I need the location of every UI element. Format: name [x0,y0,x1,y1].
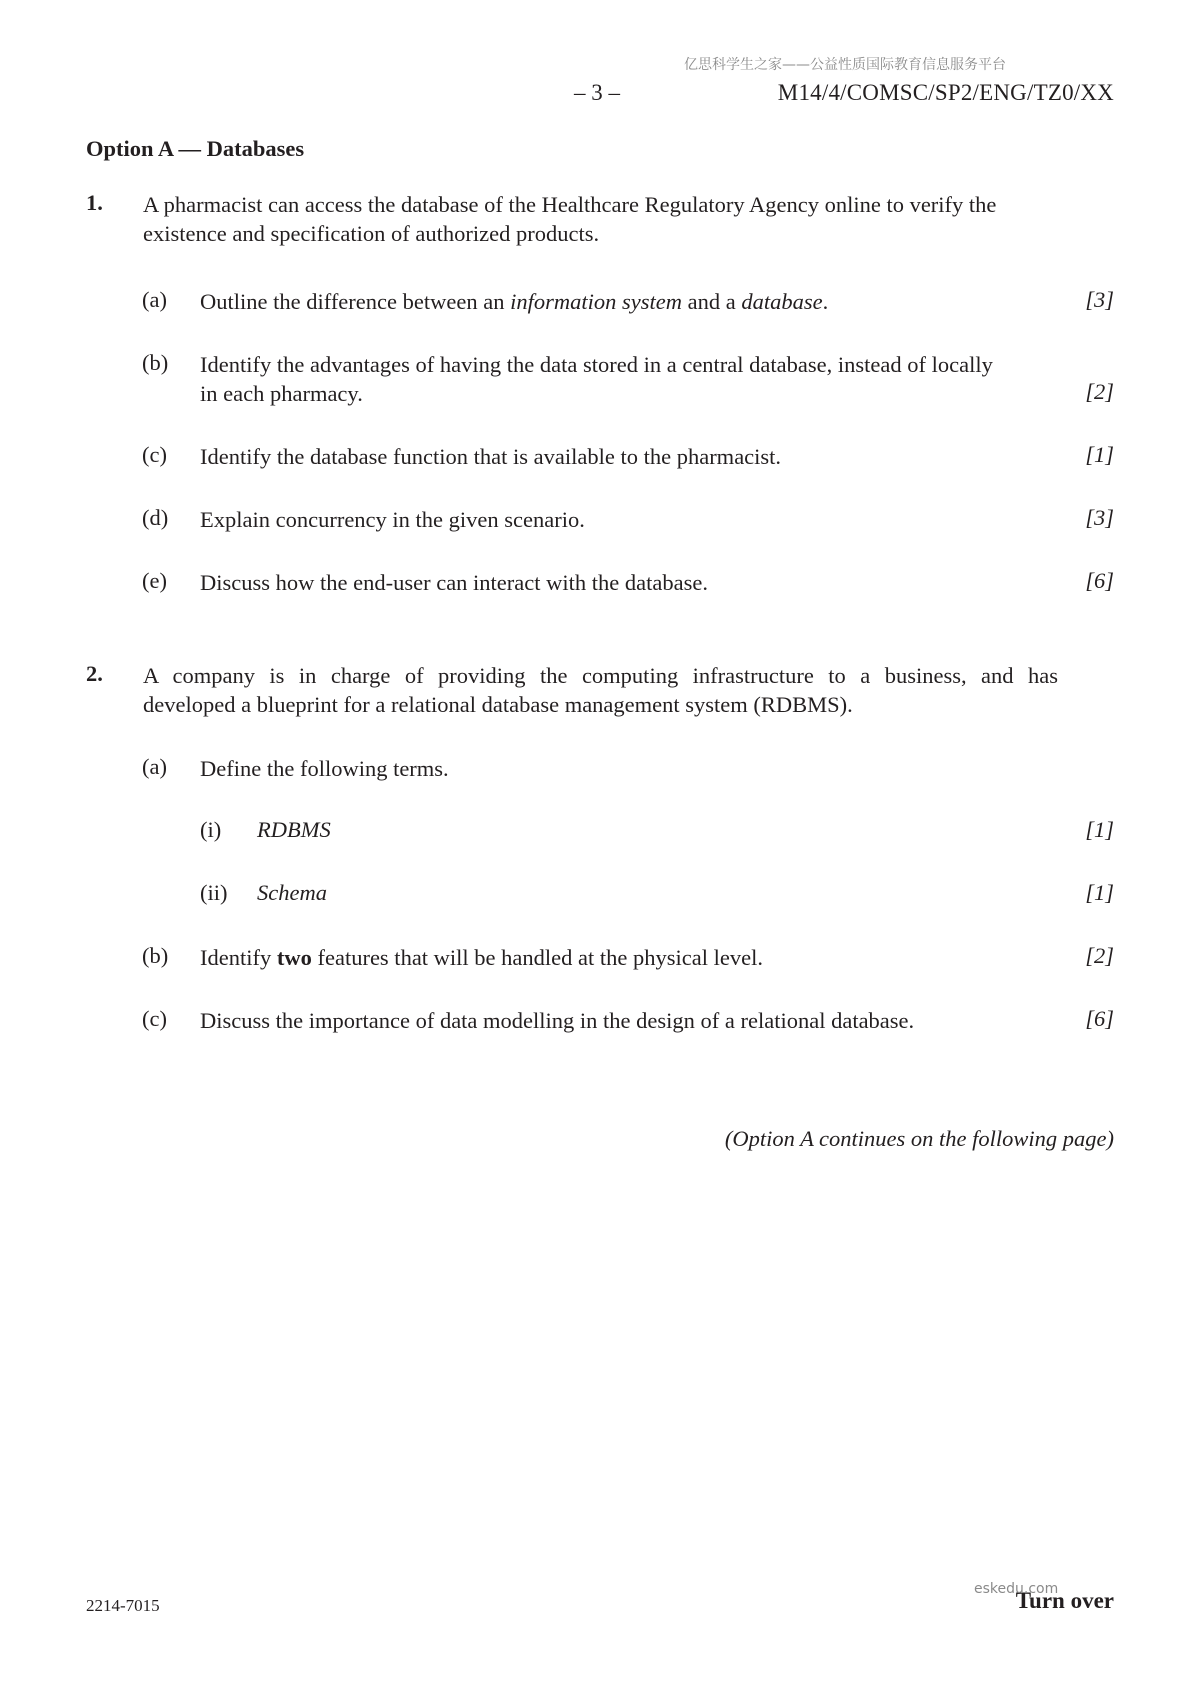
q1-part-c-label: (c) [142,442,167,467]
question-1-stem-line1: A pharmacist can access the database of the Healthcare Regulatory Agency online to verify the [143,192,997,217]
question-1-number: 1. [86,190,103,215]
header-watermark: 亿思科学生之家——公益性质国际教育信息服务平台 [684,57,1006,73]
q2-part-b-post: features that will be handled at the physical level. [311,945,763,970]
q2-part-a-i-label: (i) [200,817,222,842]
q2-part-b-pre: Identify [200,945,277,970]
q2-part-c-label: (c) [142,1006,167,1031]
continues-note: (Option A continues on the following page) [724,1126,1114,1151]
q1-part-c-text: Identify the database function that is available to the pharmacist. [200,444,782,469]
q1-part-a-text [200,287,1060,316]
q1-part-a-term-information-system: information system [510,289,682,314]
q1-part-a-pre: Outline the difference between an [200,289,511,314]
section-title: Option A — Databases [86,136,305,161]
q2-part-b-marks: [2] [1085,943,1114,968]
question-2-stem-line1: A company is in charge of providing the computing infrastructure to a business, and has [143,663,1058,688]
turn-over: Turn over [1015,1588,1114,1613]
question-1-stem [143,190,1058,248]
q2-part-b-label: (b) [142,943,169,968]
q2-part-c-marks: [6] [1085,1006,1114,1031]
q1-part-b-line1: Identify the advantages of having the data stored in a central database, instead of locally [200,352,993,377]
question-1-stem-line2: existence and specification of authorized products. [143,221,600,246]
q2-part-a-label: (a) [142,754,167,779]
q1-part-b-marks: [2] [1085,379,1114,404]
q1-part-a-label: (a) [142,287,167,312]
footer-code: 2214-7015 [86,1596,160,1615]
q1-part-e-label: (e) [142,568,167,593]
q2-part-b-emphasis-two: two [276,945,312,970]
q1-part-d-text: Explain concurrency in the given scenario. [200,507,585,532]
q1-part-c-marks: [1] [1085,442,1114,467]
footer-watermark: eskedu.com [974,1581,1059,1597]
q1-part-d-marks: [3] [1085,505,1114,530]
question-2-number: 2. [86,661,103,686]
question-2-stem [143,661,1058,719]
q2-part-a-i-marks: [1] [1085,817,1114,842]
q2-part-a-i-text: RDBMS [257,817,331,842]
q2-part-b-text [200,943,1060,972]
q1-part-d-label: (d) [142,505,169,530]
paper-code: M14/4/COMSC/SP2/ENG/TZ0/XX [777,80,1114,105]
q1-part-e-marks: [6] [1085,568,1114,593]
q1-part-b-label: (b) [142,350,169,375]
q2-part-c-text: Discuss the importance of data modelling in the design of a relational database. [200,1008,915,1033]
q1-part-a-marks: [3] [1085,287,1114,312]
q1-part-a-post: . [822,289,829,314]
q1-part-b-text [200,350,1060,408]
q1-part-a-mid: and a [681,289,742,314]
q2-part-a-text: Define the following terms. [200,756,449,781]
q1-part-e-text: Discuss how the end-user can interact with the database. [200,570,708,595]
page-number: – 3 – [574,80,620,105]
q2-part-a-ii-text: Schema [257,880,327,905]
q1-part-a-term-database: database [741,289,823,314]
q2-part-a-ii-label: (ii) [200,880,228,905]
q1-part-b-line2: in each pharmacy. [200,381,363,406]
q2-part-a-ii-marks: [1] [1085,880,1114,905]
question-2-stem-line2: developed a blueprint for a relational database management system (RDBMS). [143,692,853,717]
